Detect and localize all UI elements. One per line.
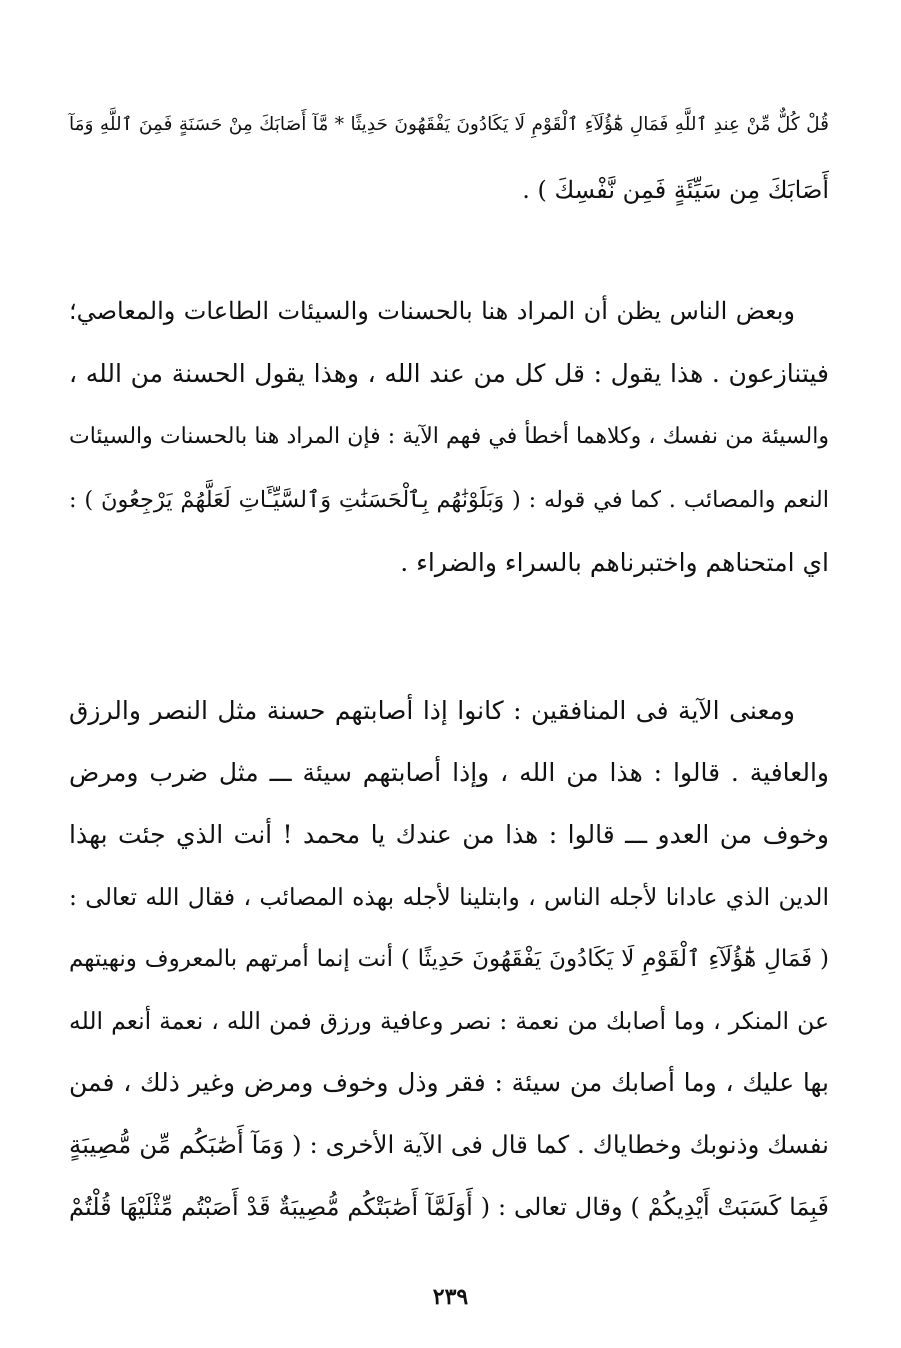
text-line: والسيئة من نفسك ، وكلاهما أخطأ في فهم الآية : فإن المراد هنا بالحسنات والسيئات xyxy=(69,424,829,449)
paragraph-1 xyxy=(69,296,829,611)
text-line: بها عليك ، وما أصابك من سيئة : فقر وذل وخوف ومرض وغير ذلك ، فمن xyxy=(69,1068,829,1097)
text-line: قُلْ كُلٌّ مِّنْ عِندِ ٱللَّهِ فَمَالِ هَٰٓؤُلَآءِ ٱلْقَوْمِ لَا يَكَادُونَ يَفْقَهُونَ حَدِيثًا * مَّآ أَصَابَكَ مِنْ حَسَنَةٍ فَمِنَ ٱللَّهِ وَمَآ xyxy=(69,114,829,135)
text-line: ( فَمَالِ هَٰٓؤُلَآءِ ٱلْقَوْمِ لَا يَكَادُونَ يَفْقَهُونَ حَدِيثًا ) أنت إنما أمرتهم بالمعروف ونهيتهم xyxy=(69,946,829,972)
text-line: أَصَابَكَ مِن سَيِّئَةٍ فَمِن نَّفْسِكَ ) . xyxy=(522,176,829,204)
text-line: اي امتحناهم واختبرناهم بالسراء والضراء . xyxy=(400,548,829,577)
text-line: وبعض الناس يظن أن المراد هنا بالحسنات والسيئات الطاعات والمعاصي؛ xyxy=(69,297,795,325)
text-line: ومعنى الآية فى المنافقين : كانوا إذا أصابتهم حسنة مثل النصر والرزق xyxy=(69,696,795,725)
text-line: فَبِمَا كَسَبَتْ أَيْدِيكُمْ ) وقال تعالى : ( أَوَلَمَّآ أَصَٰبَتْكُم مُّصِيبَةٌ قَدْ أَصَبْتُم مِّثْلَيْهَا قُلْتُمْ xyxy=(69,1193,829,1221)
text-line: والعافية . قالوا : هذا من الله ، وإذا أصابتهم سيئة ـــ مثل ضرب ومرض xyxy=(69,758,829,787)
text-line: نفسك وذنوبك وخطاياك . كما قال فى الآية الأخرى : ( وَمَآ أَصَٰبَكُم مِّن مُّصِيبَةٍ xyxy=(69,1130,829,1159)
text-line: فيتنازعون . هذا يقول : قل كل من عند الله ، وهذا يقول الحسنة من الله ، xyxy=(69,359,829,388)
text-line: وخوف من العدو ـــ قالوا : هذا من عندك يا محمد ! أنت الذي جئت بهذا xyxy=(69,820,829,849)
text-line: عن المنكر ، وما أصابك من نعمة : نصر وعافية ورزق فمن الله ، نعمة أنعم الله xyxy=(69,1007,829,1035)
paragraph-2 xyxy=(69,696,829,1254)
text-line: الدين الذي عادانا لأجله الناس ، وابتلينا لأجله بهذه المصائب ، فقال الله تعالى : xyxy=(69,883,829,911)
page-number: ٢٣٩ xyxy=(432,1284,469,1310)
quran-excerpt xyxy=(69,110,829,240)
text-line: النعم والمصائب . كما في قوله : ( وَبَلَوْنَٰهُم بِٱلْحَسَنَٰتِ وَٱلسَّيِّـَٔاتِ لَعَلَّهُمْ يَرْجِعُونَ ) : xyxy=(69,487,829,513)
